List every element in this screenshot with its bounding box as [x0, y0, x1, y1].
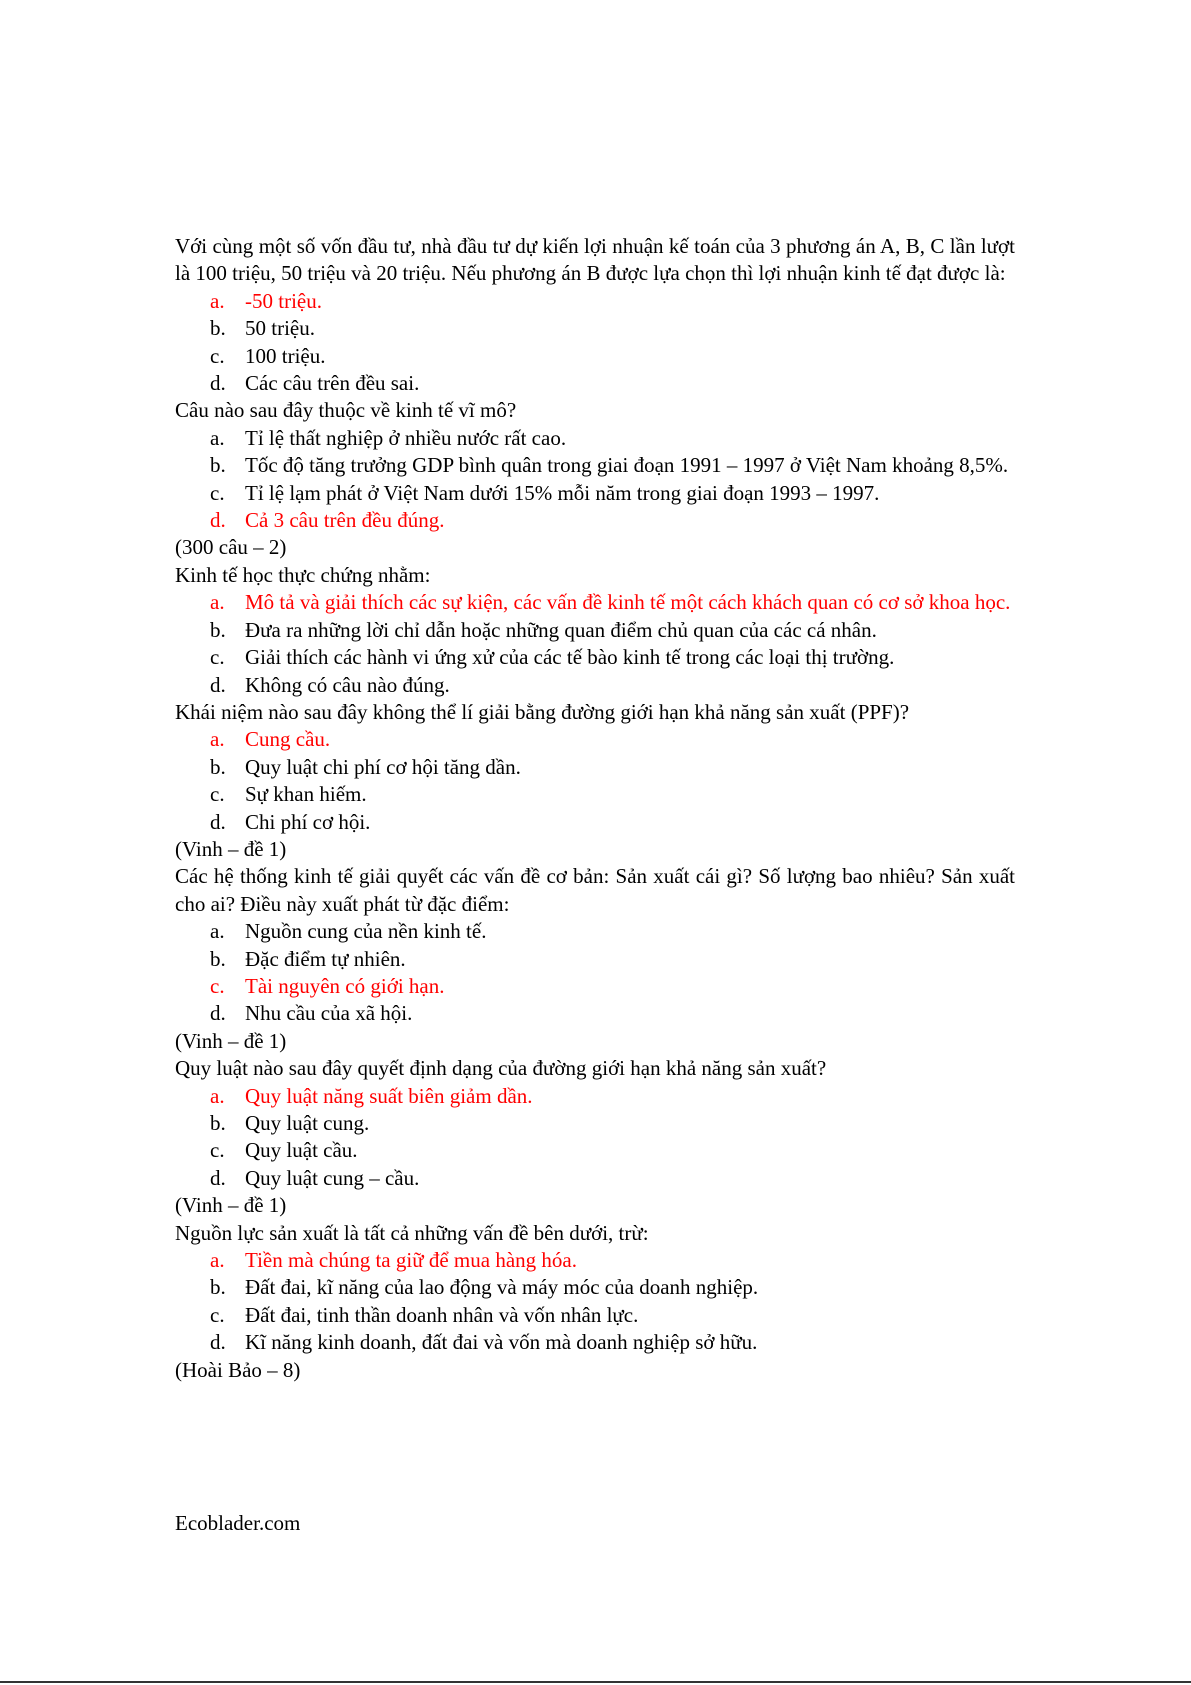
option-text: Giải thích các hành vi ứng xử của các tế bào kinh tế trong các loại thị trường. — [245, 645, 895, 670]
q2-option-c — [175, 480, 1015, 507]
q6-option-b — [175, 1110, 1015, 1137]
option-letter: c. — [210, 645, 225, 670]
q3-option-b — [175, 617, 1015, 644]
q1-option-d — [175, 370, 1015, 397]
option-letter: d. — [210, 1001, 226, 1026]
option-letter: b. — [210, 754, 226, 779]
option-letter: d. — [210, 1330, 226, 1355]
q5-option-d — [175, 1000, 1015, 1027]
option-text: Quy luật năng suất biên giảm dần. — [245, 1083, 533, 1108]
option-text: Tỉ lệ thất nghiệp ở nhiều nước rất cao. — [245, 425, 567, 450]
option-letter: d. — [210, 508, 226, 533]
q1-option-a — [175, 288, 1015, 315]
option-letter: d. — [210, 809, 226, 834]
q5-option-c — [175, 973, 1015, 1000]
question-2-text: Câu nào sau đây thuộc về kinh tế vĩ mô? — [175, 398, 517, 423]
option-text: Tiền mà chúng ta giữ để mua hàng hóa. — [245, 1248, 577, 1273]
q7-option-a — [175, 1247, 1015, 1274]
question-6-source: (Vinh – đề 1) — [175, 1028, 287, 1053]
q1-option-b — [175, 315, 1015, 342]
q3-option-c — [175, 644, 1015, 671]
option-letter: d. — [210, 371, 226, 396]
option-letter: b. — [210, 453, 226, 478]
option-text: Quy luật chi phí cơ hội tăng dần. — [245, 754, 521, 779]
option-letter: a. — [210, 288, 225, 313]
option-text: Quy luật cung. — [245, 1111, 370, 1135]
question-5-source: (Vinh – đề 1) — [175, 836, 287, 861]
q5-option-a — [175, 918, 1015, 945]
option-letter: c. — [210, 1302, 225, 1327]
q2-option-d — [175, 507, 1015, 534]
option-text: -50 triệu. — [245, 288, 322, 313]
option-letter: d. — [210, 1165, 226, 1190]
option-text: Tỉ lệ lạm phát ở Việt Nam dưới 15% mỗi năm trong giai đoạn 1993 – 1997. — [245, 480, 880, 505]
q1-option-c — [175, 343, 1015, 370]
option-text: Không có câu nào đúng. — [245, 672, 450, 697]
option-text: Đặc điểm tự nhiên. — [245, 946, 406, 971]
option-letter: d. — [210, 672, 226, 697]
q4-option-b — [175, 754, 1015, 781]
question-2-options — [175, 425, 1015, 535]
q6-option-a — [175, 1083, 1015, 1110]
q7-option-c — [175, 1302, 1015, 1329]
option-text: Cả 3 câu trên đều đúng. — [245, 508, 445, 533]
option-text: Quy luật cầu. — [245, 1138, 358, 1163]
question-7-source: (Vinh – đề 1) — [175, 1193, 287, 1218]
option-letter: c. — [210, 782, 225, 807]
q4-option-c — [175, 781, 1015, 808]
question-3-source: (300 câu – 2) — [175, 535, 287, 560]
option-letter: a. — [210, 727, 225, 752]
option-text: Tốc độ tăng trưởng GDP bình quân trong giai đoạn 1991 – 1997 ở Việt Nam khoảng 8,5%. — [245, 453, 1009, 478]
option-letter: a. — [210, 425, 225, 450]
question-4-options — [175, 726, 1015, 836]
question-5-options — [175, 918, 1015, 1028]
option-letter: c. — [210, 973, 225, 998]
question-7-text: Nguồn lực sản xuất là tất cả những vấn đề bên dưới, trừ: — [175, 1220, 649, 1245]
option-letter: a. — [210, 919, 225, 944]
question-6-text: Quy luật nào sau đây quyết định dạng của đường giới hạn khả năng sản xuất? — [175, 1056, 827, 1081]
option-letter: b. — [210, 1111, 226, 1135]
option-letter: b. — [210, 316, 226, 341]
option-letter: b. — [210, 617, 226, 642]
page-bottom-divider — [0, 1681, 1191, 1683]
option-letter: a. — [210, 1248, 225, 1273]
question-1-text: Với cùng một số vốn đầu tư, nhà đầu tư dự kiến lợi nhuận kế toán của 3 phương án A, B, C lần lượt là 100 triệu, 50 triệu và 20 triệu. Nếu phương án B được lựa chọn thì lợi nhuận kinh tế đạt được là: — [175, 234, 1015, 286]
option-text: Các câu trên đều sai. — [245, 371, 420, 396]
q7-option-d — [175, 1329, 1015, 1356]
option-text: Cung cầu. — [245, 727, 331, 752]
option-text: 100 triệu. — [245, 343, 326, 368]
q6-option-c — [175, 1137, 1015, 1164]
final-source: (Hoài Bảo – 8) — [175, 1357, 301, 1382]
option-text: Đưa ra những lời chỉ dẫn hoặc những quan điểm chủ quan của các cá nhân. — [245, 617, 877, 642]
option-letter: b. — [210, 1275, 226, 1300]
q3-option-a — [175, 589, 1015, 616]
q4-option-a — [175, 726, 1015, 753]
option-letter: b. — [210, 946, 226, 971]
q6-option-d — [175, 1165, 1015, 1192]
option-letter: c. — [210, 343, 225, 368]
question-3-text: Kinh tế học thực chứng nhằm: — [175, 562, 431, 587]
option-text: Đất đai, kĩ năng của lao động và máy móc của doanh nghiệp. — [245, 1275, 759, 1300]
option-text: Nguồn cung của nền kinh tế. — [245, 919, 487, 944]
q3-option-d — [175, 672, 1015, 699]
document-body — [175, 233, 1015, 1384]
option-letter: a. — [210, 1083, 225, 1108]
option-text: Sự khan hiếm. — [245, 782, 367, 807]
q2-option-b — [175, 452, 1015, 479]
option-text: Kĩ năng kinh doanh, đất đai và vốn mà doanh nghiệp sở hữu. — [245, 1330, 758, 1355]
option-text: Tài nguyên có giới hạn. — [245, 973, 445, 998]
option-text: 50 triệu. — [245, 316, 315, 341]
question-6-options — [175, 1083, 1015, 1193]
option-text: Chi phí cơ hội. — [245, 809, 371, 834]
option-text: Quy luật cung – cầu. — [245, 1165, 420, 1190]
option-letter: a. — [210, 590, 225, 615]
option-letter: c. — [210, 1138, 225, 1163]
footer-text: Ecoblader.com — [175, 1511, 301, 1535]
option-text: Mô tả và giải thích các sự kiện, các vấn đề kinh tế một cách khách quan có cơ sở khoa học. — [245, 590, 1011, 615]
question-7-options — [175, 1247, 1015, 1357]
q4-option-d — [175, 809, 1015, 836]
option-text: Nhu cầu của xã hội. — [245, 1001, 413, 1026]
question-1-options — [175, 288, 1015, 398]
question-4-text: Khái niệm nào sau đây không thể lí giải bằng đường giới hạn khả năng sản xuất (PPF)? — [175, 699, 910, 724]
question-5-text: Các hệ thống kinh tế giải quyết các vấn đề cơ bản: Sản xuất cái gì? Số lượng bao nhiêu? Sản xuất cho ai? Điều này xuất phát từ đặc điểm: — [175, 864, 1015, 916]
option-text: Đất đai, tinh thần doanh nhân và vốn nhân lực. — [245, 1302, 639, 1327]
option-letter: c. — [210, 480, 225, 505]
question-3-options — [175, 589, 1015, 699]
q7-option-b — [175, 1274, 1015, 1301]
q5-option-b — [175, 946, 1015, 973]
q2-option-a — [175, 425, 1015, 452]
